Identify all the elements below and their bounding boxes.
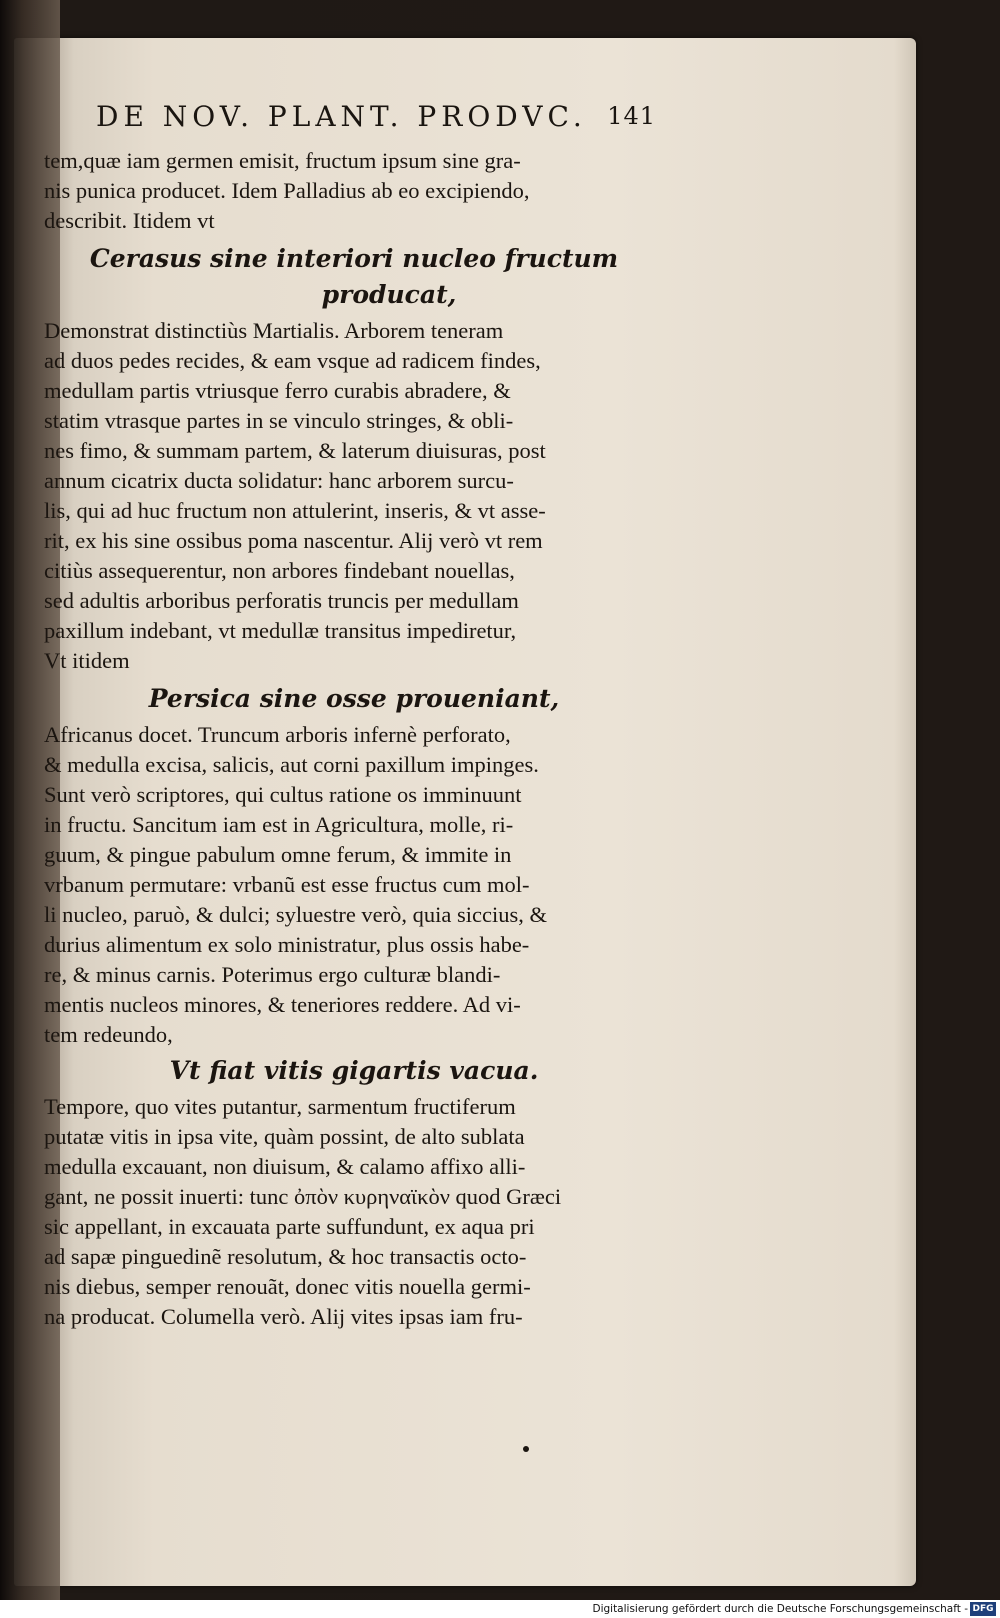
text-line: putatæ vitis in ipsa vite, quàm possint, de alto sublata	[44, 1124, 525, 1149]
text-line: nes fimo, & summam partem, & laterum diuisuras, post	[44, 438, 546, 463]
running-title: DE NOV. PLANT. PRODVC.	[96, 100, 587, 133]
text-line: na producat. Columella verò. Alij vites ipsas iam fru-	[44, 1304, 523, 1329]
text-line: paxillum indebant, vt medullæ transitus impediretur,	[44, 618, 517, 643]
text-line: gant, ne possit inuerti: tunc ὀπὸν κυρηναϊκὸν quod Græci	[44, 1184, 562, 1209]
text-line: medullam partis vtriusque ferro curabis abradere, &	[44, 378, 511, 403]
text-line: annum cicatrix ducta solidatur: hanc arborem surcu-	[44, 468, 514, 493]
text-line: sic appellant, in excauata parte suffundunt, ex aqua pri	[44, 1214, 535, 1239]
text-line: ad sapæ pinguedinẽ resolutum, & hoc transactis octo-	[44, 1244, 527, 1269]
text-line: durius alimentum ex solo ministratur, plus ossis habe-	[44, 932, 530, 957]
text-line: lis, qui ad huc fructum non attulerint, inseris, & vt asse-	[44, 498, 546, 523]
text-line: in fructu. Sancitum iam est in Agricultura, molle, ri-	[44, 812, 514, 837]
text-line: Africanus docet. Truncum arboris infernè perforato,	[44, 722, 511, 747]
ink-dot	[523, 1446, 529, 1452]
text-line: vrbanum permutare: vrbanũ est esse fructus cum mol-	[44, 872, 530, 897]
text-line: Sunt verò scriptores, qui cultus ratione os imminuunt	[44, 782, 522, 807]
text-line: tem,quæ iam germen emisit, fructum ipsum sine gra-	[44, 148, 521, 173]
text-line: rit, ex his sine ossibus poma nascentur. Alij verò vt rem	[44, 528, 543, 553]
text-line: medulla excauant, non diuisum, & calamo affixo alli-	[44, 1154, 526, 1179]
dfg-logo: DFG	[970, 1602, 996, 1616]
text-line: nis punica producet. Idem Palladius ab eo excipiendo,	[44, 178, 530, 203]
text-line: nis diebus, semper renouãt, donec vitis nouella germi-	[44, 1274, 531, 1299]
section-heading: Vt fiat vitis gigartis vacua.	[169, 1056, 539, 1085]
text-line: describit. Itidem vt	[44, 208, 215, 233]
text-line: guum, & pingue pabulum omne ferum, & immite in	[44, 842, 512, 867]
text-line: citiùs assequerentur, non arbores findebant nouellas,	[44, 558, 515, 583]
text-line: Vt itidem	[44, 648, 130, 673]
section-heading: producat,	[321, 280, 457, 309]
section-heading: Cerasus sine interiori nucleo fructum	[89, 244, 619, 273]
text-line: mentis nucleos minores, & teneriores reddere. Ad vi-	[44, 992, 521, 1017]
page-number: 141	[607, 102, 656, 130]
text-line: sed adultis arboribus perforatis truncis per medullam	[44, 588, 519, 613]
running-header	[96, 100, 656, 140]
text-line: re, & minus carnis. Poterimus ergo culturæ blandi-	[44, 962, 501, 987]
text-line: statim vtrasque partes in se vinculo stringes, & obli-	[44, 408, 514, 433]
text-line: tem redeundo,	[44, 1022, 173, 1047]
text-line: li nucleo, paruò, & dulci; syluestre verò, quia siccius, &	[44, 902, 548, 927]
text-line: Tempore, quo vites putantur, sarmentum fructiferum	[44, 1094, 516, 1119]
section-heading: Persica sine osse proueniant,	[148, 684, 560, 713]
text-line: ad duos pedes recides, & eam vsque ad radicem findes,	[44, 348, 541, 373]
funding-credit: Digitalisierung gefördert durch die Deutsche Forschungsgemeinschaft -	[592, 1603, 968, 1615]
text-line: & medulla excisa, salicis, aut corni paxillum impinges.	[44, 752, 539, 777]
text-line: Demonstrat distinctiùs Martialis. Arborem teneram	[44, 318, 504, 343]
